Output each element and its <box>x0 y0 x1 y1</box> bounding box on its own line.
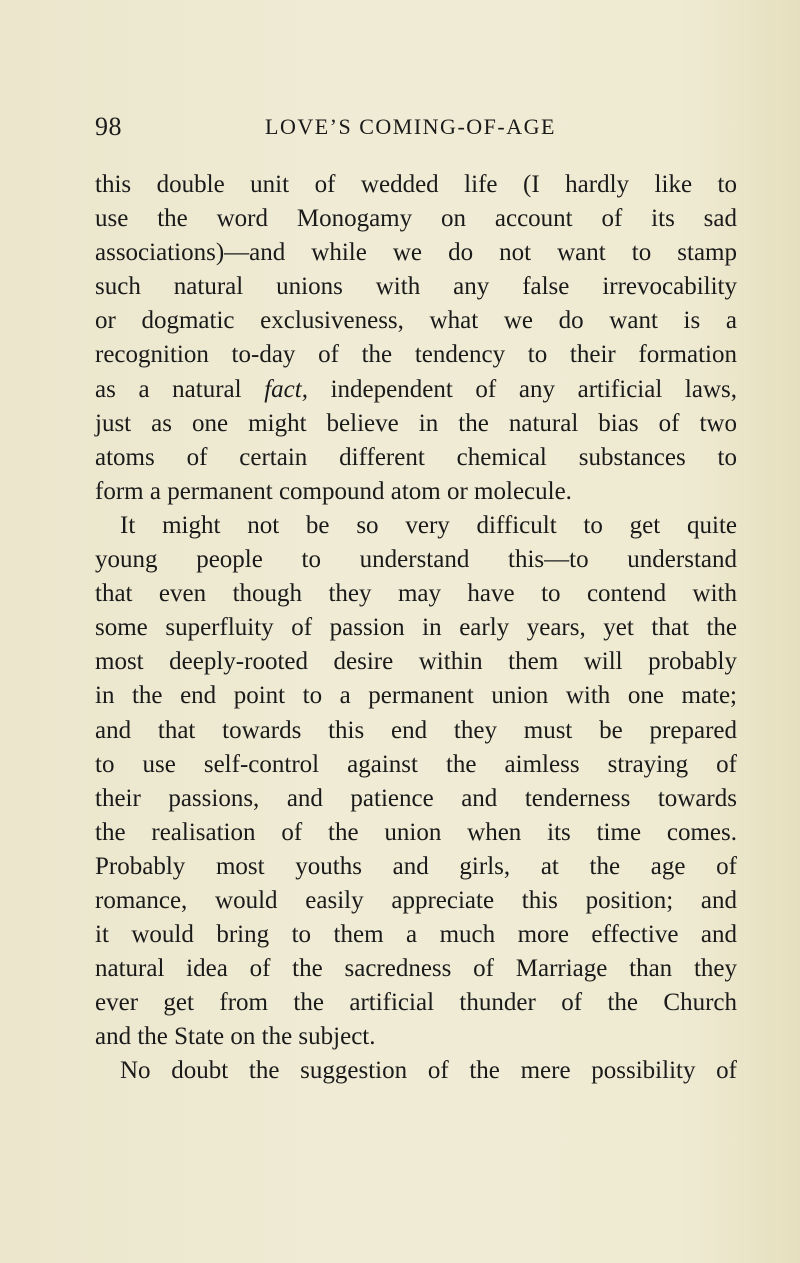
text-line: associations)—and while we do not want to stamp <box>95 239 737 267</box>
text-line: atoms of certain different chemical substances to <box>95 443 737 471</box>
text-line: form a permanent compound atom or molecule. <box>95 477 572 505</box>
text-line: this double unit of wedded life (I hardly like to <box>95 171 737 198</box>
text-line: it would bring to them a much more effective and <box>95 921 737 949</box>
text-line: some superfluity of passion in early years, yet that the <box>95 614 737 642</box>
running-head: LOVE’S COMING-OF-AGE <box>265 114 556 139</box>
text-line: Probably most youths and girls, at the age of <box>95 852 737 880</box>
text-line: ever get from the artificial thunder of the Church <box>95 989 737 1017</box>
text-line: the realisation of the union when its time comes. <box>95 818 737 846</box>
text-line: and the State on the subject. <box>95 1023 376 1051</box>
text-line: use the word Monogamy on account of its sad <box>95 205 737 233</box>
text-line: or dogmatic exclusiveness, what we do want is a <box>95 307 737 335</box>
italic-word: fact, <box>264 375 308 403</box>
text-line: romance, would easily appreciate this position; and <box>95 886 737 914</box>
page-header <box>95 112 735 142</box>
text-line: in the end point to a permanent union with one mate; <box>95 682 737 710</box>
text-line: that even though they may have to contend with <box>95 580 737 608</box>
text-line: their passions, and patience and tenderness towards <box>95 784 737 812</box>
page-number: 98 <box>95 112 122 141</box>
text-line: It might not be so very difficult to get quite <box>120 511 737 539</box>
text-fragment: as a natural <box>95 375 265 403</box>
text-line: most deeply-rooted desire within them will probably <box>95 648 737 676</box>
text-line: such natural unions with any false irrevocability <box>95 273 737 301</box>
text-line: to use self-control against the aimless straying of <box>95 750 737 778</box>
text-line: young people to understand this—to understand <box>95 546 737 574</box>
text-line: natural idea of the sacredness of Marriage than they <box>95 955 737 983</box>
text-line: recognition to-day of the tendency to their formation <box>95 341 737 369</box>
text-line: just as one might believe in the natural bias of two <box>95 409 737 437</box>
text-line: No doubt the suggestion of the mere possibility of <box>120 1057 737 1085</box>
body-text <box>95 168 737 1089</box>
text-fragment: independent of any artificial laws, <box>307 375 737 403</box>
text-line: and that towards this end they must be prepared <box>95 716 737 744</box>
text-line <box>95 373 737 407</box>
